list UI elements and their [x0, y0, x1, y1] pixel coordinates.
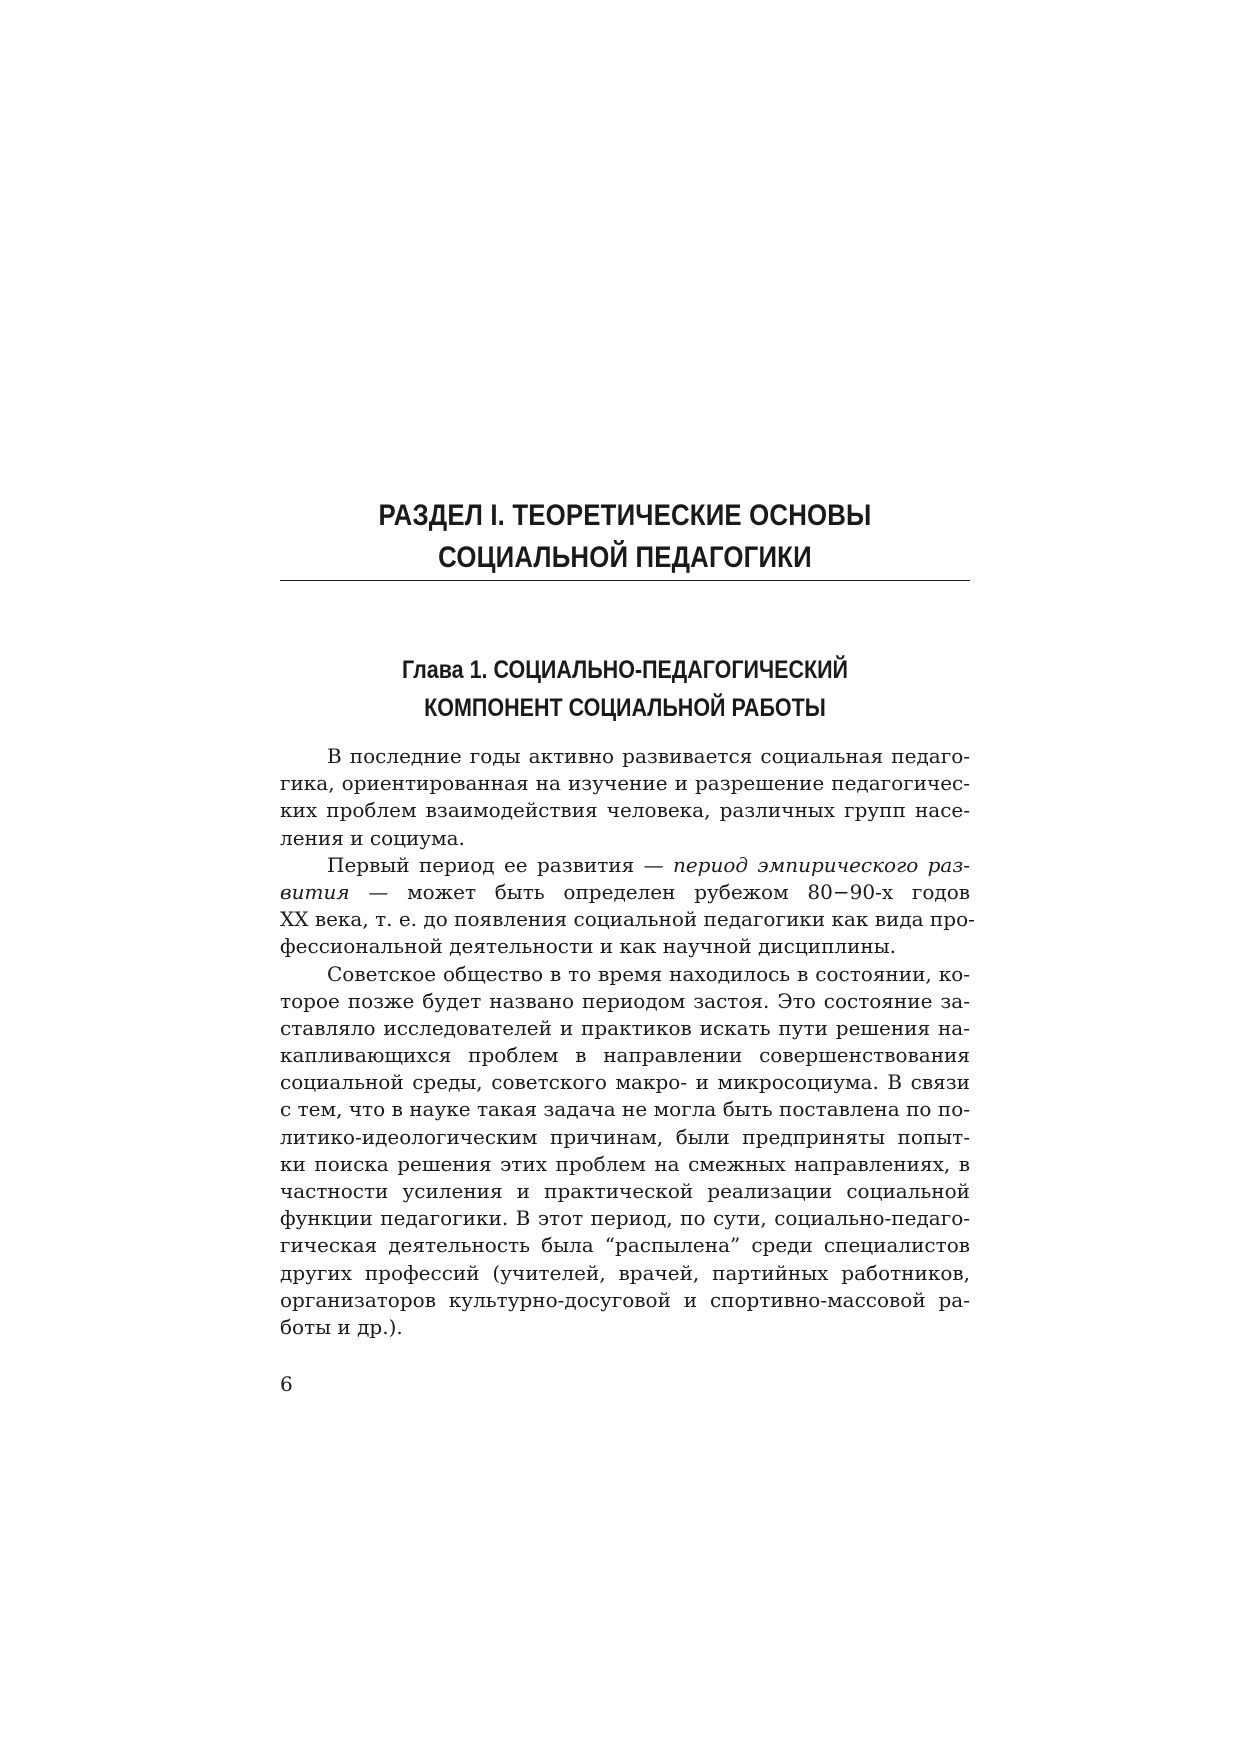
paragraph-line: частности усиления и практической реализации социальной	[280, 1179, 970, 1203]
paragraph-line: функции педагогики. В этот период, по сути, социально-педаго-	[280, 1206, 970, 1231]
chapter-heading-line-1: Глава 1. СОЦИАЛЬНО-ПЕДАГОГИЧЕСКИЙ	[401, 656, 849, 684]
paragraph-2	[280, 852, 975, 961]
paragraph-3	[280, 961, 970, 1342]
paragraph-line: боты и др.).	[280, 1314, 403, 1339]
section-heading	[328, 495, 921, 579]
paragraph-line: XX века, т. е. до появления социальной педагогики как вида про-	[280, 907, 975, 932]
paragraph-line: ставляло исследователей и практиков искать пути решения на-	[280, 1015, 970, 1040]
paragraph-line: социальной среды, советского макро- и микросоциума. В связи	[280, 1070, 970, 1095]
paragraph-line: капливающихся проблем в направлении совершенствования	[280, 1043, 970, 1068]
paragraph-line	[280, 879, 970, 906]
paragraph-line: гика, ориентированная на изучение и разрешение педагогичес-	[280, 771, 970, 796]
body-text	[280, 743, 975, 1341]
paragraph-line: фессиональной деятельности и как научной дисциплины.	[280, 934, 897, 959]
paragraph-line: гическая деятельность была “распылена” среди специалистов	[280, 1233, 970, 1258]
chapter-heading-line-2: КОМПОНЕНТ СОЦИАЛЬНОЙ РАБОТЫ	[424, 694, 826, 722]
page-number: 6	[280, 1372, 293, 1396]
paragraph-line: с тем, что в науке такая задача не могла быть поставлена по по-	[280, 1097, 970, 1122]
paragraph-line: Советское общество в то время находилось в состоянии, ко-	[327, 961, 970, 986]
section-heading-line-2: СОЦИАЛЬНОЙ ПЕДАГОГИКИ	[438, 541, 812, 574]
paragraph-line: торое позже будет названо периодом застоя. Это состояние за-	[280, 988, 970, 1013]
text-run: Первый период ее развития —	[327, 852, 673, 877]
paragraph-line	[280, 852, 970, 879]
italic-term: вития	[280, 879, 350, 904]
paragraph-line: литико-идеологическим причинам, были предприняты попыт-	[280, 1124, 970, 1149]
paragraph-line: организаторов культурно-досуговой и спортивно-массовой ра-	[280, 1287, 970, 1312]
paragraph-line: других профессий (учителей, врачей, партийных работников,	[280, 1260, 970, 1285]
text-run: — может быть определен рубежом 80−90-х годов	[349, 879, 970, 904]
paragraph-line: ки поиска решения этих проблем на смежных направлениях, в	[280, 1151, 970, 1176]
paragraph-line: ления и социума.	[280, 825, 465, 850]
paragraph-line: В последние годы активно развивается социальная педаго-	[327, 744, 970, 768]
chapter-heading	[328, 651, 921, 727]
italic-term: период эмпирического раз-	[672, 852, 970, 877]
paragraph-1	[280, 743, 970, 852]
section-heading-line-1: РАЗДЕЛ I. ТЕОРЕТИЧЕСКИЕ ОСНОВЫ	[378, 499, 872, 532]
paragraph-line: ких проблем взаимодействия человека, различных групп насе-	[280, 798, 970, 823]
section-divider	[280, 580, 970, 581]
